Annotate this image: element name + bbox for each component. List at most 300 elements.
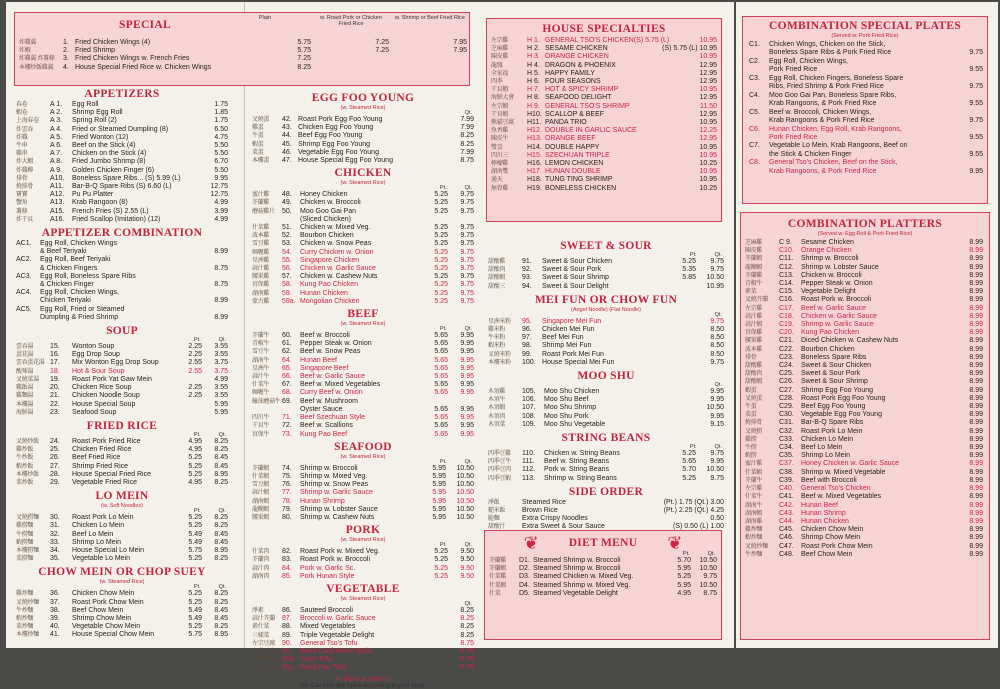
item-price: 8.99: [969, 304, 983, 312]
menu-item-row: [16, 623, 228, 631]
chinese-name: 左宗雞: [491, 38, 509, 44]
menu-item-row: [16, 150, 228, 158]
chinese-name: 蒜汁牛: [252, 374, 270, 381]
item-price: 10.50: [699, 565, 717, 573]
spice-note: We Can Alter the Spice According to your taste.: [299, 682, 427, 689]
section-title: MEI FUN OR CHOW FUN: [534, 293, 678, 306]
item-code: 55.: [282, 256, 292, 264]
menu-item-row: [16, 409, 228, 417]
item-code: H 3.: [527, 53, 540, 61]
menu-item-row: [489, 573, 717, 581]
menu-item-row: [745, 296, 983, 304]
item-code: 48.: [282, 191, 292, 199]
item-price: 1.85: [214, 109, 228, 117]
item-code: 39.: [50, 614, 60, 622]
item-code: 27.: [50, 462, 60, 470]
price-label: Qt.: [464, 600, 472, 607]
item-price: (Pt.) 1.75 (Qt.) 3.00: [663, 498, 724, 506]
item-code: 64.: [282, 356, 292, 364]
item-price: 8.45: [214, 530, 228, 538]
item-code: 111.: [522, 458, 535, 466]
item-name: GENERAL TSO'S CHICKEN(S) 5.75 (L): [545, 37, 670, 44]
chinese-name: 四季豆肉: [488, 467, 511, 474]
chinese-name: 四季: [491, 79, 503, 86]
item-price: 8.25: [214, 478, 228, 486]
item-name: [40, 289, 202, 305]
item-name-line: Egg Roll, Chicken Wings,: [769, 57, 848, 65]
price-label: Qt.: [464, 326, 472, 333]
section-title: PORK: [345, 524, 381, 537]
item-price: 9.75: [460, 248, 474, 256]
menu-item-row: [16, 531, 228, 539]
item-code: 98.: [522, 342, 532, 350]
item-price: 10.95: [699, 37, 717, 44]
chinese-name: 牛米粉: [488, 335, 506, 342]
item-code: C38.: [779, 468, 794, 476]
item-price: 10.95: [699, 168, 717, 176]
item-code: 75.: [282, 472, 292, 480]
menu-item-row: [489, 590, 717, 598]
chinese-name: 湖南肉: [252, 573, 270, 580]
house-item-row: [491, 185, 717, 193]
item-price: 5.65: [434, 389, 448, 397]
item-name-line: Egg Roll, Chicken Fingers, Boneless Spare: [769, 74, 904, 82]
menu-item-row: [489, 582, 717, 590]
item-code: C31.: [779, 419, 794, 427]
item-price: 7.25: [297, 55, 311, 63]
item-price: 12.95: [699, 61, 717, 69]
item-price: 5.25: [434, 297, 448, 305]
chinese-name: 叉燒炒麵: [16, 599, 39, 606]
item-price: 8.25: [214, 446, 228, 454]
chinese-name: 通天: [491, 177, 503, 184]
chinese-name: 叉燒芥蘭: [745, 297, 768, 304]
chinese-name: 熊貓豆腐: [491, 120, 514, 127]
menu-item-row: [252, 340, 474, 348]
item-name: [40, 256, 202, 272]
item-price: 8.99: [969, 517, 983, 525]
item-name: Shrimp w. Broccoli: [801, 255, 859, 263]
menu-item-row: [16, 208, 228, 216]
menu-item-row: [252, 406, 474, 414]
item-name: Curry Tofu: [300, 656, 333, 664]
menu-item-row: [252, 465, 474, 473]
item-name: Steamed Vegetable Delight: [533, 589, 618, 597]
menu-item-row: [745, 239, 983, 247]
price-label: Qt.: [464, 458, 472, 465]
item-name: Vegetable Delight: [801, 288, 856, 296]
item-code: C39.: [779, 476, 794, 484]
menu-item-row: [252, 506, 474, 514]
menu-item-row: [252, 273, 474, 281]
item-name: Shrimp Egg Roll: [72, 109, 123, 117]
menu-item-row: [16, 615, 228, 623]
item-name: HUNAN DOUBLE: [545, 168, 601, 176]
item-code: C28.: [779, 394, 794, 402]
chinese-name: 檸檬雞: [491, 161, 509, 168]
item-name: Vegetable Fried Rice: [72, 478, 137, 486]
menu-item-row: [745, 329, 983, 337]
item-name: Vegetable Egg Foo Young: [801, 411, 882, 419]
item-name: Chicken w. Garlic Sauce: [801, 312, 877, 320]
item-price: 8.25: [460, 615, 474, 623]
item-price: 5.95: [432, 472, 446, 480]
menu-item-row: [252, 431, 474, 439]
chinese-name: 什菜牛: [745, 494, 763, 501]
item-price: 5.25: [434, 199, 448, 207]
item-name: Beef with Broccoli: [801, 476, 857, 484]
chinese-name: 炸蝦: [19, 48, 31, 55]
item-price: 5.95: [432, 505, 446, 513]
item-name: Beef on the Stick (4): [72, 142, 136, 150]
combo-special-row: [749, 159, 983, 175]
item-price: 8.99: [969, 271, 983, 279]
item-code: C23.: [779, 353, 794, 361]
chinese-name: 菜炒飯: [16, 479, 34, 486]
item-name: Kung Pao Tofu: [300, 664, 346, 672]
item-price: 9.55: [969, 150, 983, 158]
chinese-name: 湖南雙: [491, 169, 509, 176]
menu-item-row: [252, 141, 474, 149]
item-price: 8.45: [214, 614, 228, 622]
item-price: 5.49: [188, 614, 202, 622]
item-name: Moo Shu Beef: [544, 396, 589, 404]
chinese-name: 牛蛋: [252, 133, 264, 140]
chinese-name: 蝦炒麵: [745, 535, 763, 542]
chinese-name: 湖南雞: [745, 518, 763, 525]
chinese-name: 雪豆雞: [252, 241, 270, 248]
chinese-name: 干貝牛: [252, 423, 270, 430]
item-name: Pepper Steak w. Onion: [801, 280, 873, 288]
menu-item-row: [488, 396, 724, 404]
house-item-row: [491, 176, 717, 184]
chinese-name: 蝦炒麵: [16, 615, 34, 622]
item-price: 10.95: [699, 151, 717, 159]
item-name: Hunan Chicken: [300, 289, 348, 297]
item-code: C13.: [779, 271, 794, 279]
menu-item-row: [252, 240, 474, 248]
menu-item-row: [745, 469, 983, 477]
menu-item-row: [745, 264, 983, 272]
chinese-name: 四季豆蝦: [488, 475, 511, 482]
item-name: Beef Mei Fun: [542, 334, 584, 342]
item-code: 78.: [282, 497, 292, 505]
house-item-row: [491, 127, 717, 135]
menu-item-row: [745, 428, 983, 436]
chinese-name: 咖喱雞: [252, 249, 270, 256]
item-name: Sweet & Sour Delight: [542, 282, 609, 290]
item-code: 106.: [522, 396, 536, 404]
item-price: 5.95: [214, 400, 228, 408]
item-price: 5.75: [188, 631, 202, 639]
house-item-row: [491, 135, 717, 143]
item-price: 8.25: [297, 63, 311, 71]
item-name: Hot & Sour Soup: [72, 367, 125, 375]
item-name: ORANGE CHICKEN: [545, 53, 609, 61]
item-code: C4.: [749, 91, 760, 99]
item-price: 10.50: [456, 464, 474, 472]
item-code: 74.: [282, 464, 292, 472]
menu-item-row: [16, 158, 228, 166]
item-code: 108.: [522, 412, 536, 420]
item-name-line: Moo Goo Gai Pan, Boneless Spare Ribs,: [769, 91, 897, 99]
item-price: 3.55: [214, 343, 228, 351]
item-code: 90.: [282, 639, 292, 647]
item-code: 32.: [50, 530, 60, 538]
item-name: Shrimp w. Snow Peas: [300, 481, 369, 489]
menu-item-row: [488, 404, 724, 412]
item-price: 4.95: [188, 478, 202, 486]
item-code: A 9.: [50, 166, 63, 174]
menu-item-row: [16, 183, 228, 191]
menu-item-row: [252, 398, 474, 406]
item-price: 9.95: [460, 422, 474, 430]
item-code: C44.: [779, 517, 794, 525]
item-price: 8.99: [969, 444, 983, 452]
item-code: H 1.: [527, 37, 540, 44]
item-code: 59.: [282, 289, 292, 297]
item-code: A11.: [50, 183, 64, 191]
combo-special-row: [749, 109, 983, 125]
item-price: 9.75: [460, 191, 474, 199]
chinese-name: 雞串: [16, 151, 28, 158]
section-title: VEGETABLE: [326, 582, 400, 595]
item-code: 91c.: [282, 664, 296, 672]
item-price: 5.49: [188, 530, 202, 538]
item-price: 5.75: [297, 39, 311, 46]
item-name: Chicken Fried Rice: [72, 446, 132, 454]
item-name: House Special Mei Fun: [542, 358, 615, 366]
menu-item-row: [745, 452, 983, 460]
item-price: 10.50: [456, 505, 474, 513]
chinese-name: 甜酸蝦: [745, 379, 763, 386]
item-code: H14.: [527, 143, 542, 151]
item-price: 3.55: [214, 392, 228, 400]
menu-item-row: [745, 255, 983, 263]
item-price: 2.25: [188, 384, 202, 392]
item-name: Mongolian Chicken: [300, 297, 360, 305]
item-name: Spring Roll (2): [72, 117, 117, 125]
item-price: 5.65: [434, 348, 448, 356]
item-name: Chicken Chow Mein: [72, 590, 135, 598]
item-code: 88.: [282, 623, 292, 631]
item-code: C27.: [779, 386, 794, 394]
chinese-name: 宮保雞: [252, 282, 270, 289]
chinese-name: 什菜: [489, 590, 501, 597]
menu-item-row: [16, 142, 228, 150]
menu-item-row: [252, 365, 474, 373]
item-price: 8.99: [214, 248, 228, 256]
item-price: 5.65: [434, 405, 448, 413]
item-code: A13.: [50, 199, 65, 207]
menu-item-row: [16, 199, 228, 207]
chinese-name: 芥蘭雞: [489, 558, 507, 564]
item-price: 9.75: [460, 289, 474, 297]
item-code: C25.: [779, 370, 794, 378]
menu-item-row: [488, 266, 724, 274]
menu-item-row: [16, 101, 228, 109]
item-name-line: Krab Rangoons, & Pork Fried Rice: [769, 167, 877, 175]
chinese-name: 排骨: [745, 354, 757, 361]
item-price: 5.65: [682, 458, 696, 466]
chinese-name: 宮保雞: [745, 330, 763, 337]
item-name: Curry Beef w. Onion: [300, 389, 363, 397]
menu-item-row: [252, 265, 474, 273]
menu-item-row: [16, 463, 228, 471]
chinese-name: 雞炒飯: [16, 447, 34, 454]
item-price: 5.65: [434, 422, 448, 430]
item-code: C2.: [749, 57, 760, 65]
chinese-name: 雙喜: [491, 144, 503, 151]
chinese-name: 寶寶: [16, 192, 28, 199]
menu-item-row: [489, 557, 717, 565]
item-code: C47.: [779, 542, 794, 550]
menu-item-row: [16, 479, 228, 487]
chinese-name: 蝦蛋: [252, 141, 264, 148]
chinese-name: 木須蝦: [488, 405, 506, 412]
item-price: 5.25: [434, 572, 448, 580]
special-row: [19, 39, 467, 47]
item-name: Shrimp Lo Mein: [72, 538, 122, 546]
item-price: 8.99: [969, 419, 983, 427]
item-price: 8.99: [969, 378, 983, 386]
item-name-line: Egg Roll, Chicken Wings: [40, 240, 118, 248]
item-price: 9.95: [710, 458, 724, 466]
item-price: 9.95: [214, 174, 228, 182]
item-price: 5.25: [188, 514, 202, 522]
item-price: 9.95: [460, 340, 474, 348]
item-code: 97.: [522, 334, 532, 342]
chinese-name: 湖南雞: [252, 290, 270, 297]
chinese-name: 酸辣湯: [16, 368, 34, 375]
price-label: Qt.: [464, 542, 472, 549]
item-name: House Special Fried Rice: [72, 470, 151, 478]
chinese-name: 菜蛋: [745, 412, 757, 419]
item-price: 5.65: [434, 364, 448, 372]
item-price: 4.75: [214, 133, 228, 141]
item-price: 3.55: [214, 384, 228, 392]
menu-item-row: [252, 664, 474, 672]
item-price: 9.75: [460, 207, 474, 215]
item-code: 91.: [282, 647, 292, 655]
chinese-name: 陳皮雞: [745, 248, 763, 255]
item-name: Shrimp w. String Beans: [544, 474, 617, 482]
item-code: H 7.: [527, 86, 540, 94]
item-price: 0.50: [710, 515, 724, 523]
chinese-name: 本樓湯: [16, 401, 34, 408]
item-code: C7.: [749, 142, 760, 150]
item-price: 5.25: [188, 555, 202, 563]
menu-item-row: [252, 481, 474, 489]
item-name: Sweet & Sour Pork: [542, 266, 602, 274]
item-code: C11.: [779, 255, 794, 263]
menu-item-row: [745, 247, 983, 255]
item-code: 94.: [522, 282, 532, 290]
item-name: Orange Chicken: [801, 247, 852, 255]
item-name: Chicken w. Mixed Veg.: [300, 224, 371, 232]
item-name: DOUBLE IN GARLIC SAUCE: [545, 127, 637, 135]
item-name-line: & Beef Teriyaki: [40, 248, 87, 256]
item-price: 10.50: [699, 557, 717, 564]
item-name: Diced Chicken w. Cashew Nuts: [801, 337, 899, 345]
item-price: 9.95: [460, 373, 474, 381]
menu-item-row: [16, 359, 228, 367]
item-code: C21.: [779, 337, 794, 345]
chinese-name: 蜜汁雞: [745, 461, 763, 468]
item-name: ORANGE BEEF: [545, 135, 596, 143]
item-code: C37.: [779, 460, 794, 468]
item-name: [769, 41, 959, 57]
diet-pt-label: Pt.: [682, 551, 690, 557]
item-price: 9.95: [460, 332, 474, 340]
chinese-name: 蒜汁雞: [252, 266, 270, 273]
menu-item-row: [488, 283, 724, 291]
item-code: C32.: [779, 427, 794, 435]
item-price: 5.75: [188, 546, 202, 554]
csp-title: COMBINATION SPECIAL PLATES: [768, 20, 962, 32]
chinese-name: 雞炒麵: [745, 527, 763, 534]
item-name: Chicken Mei Fun: [542, 326, 595, 334]
item-code: 85.: [282, 572, 292, 580]
chinese-name: 蒙古雞: [252, 298, 270, 305]
menu-item-row: [745, 477, 983, 485]
menu-item-row: [488, 274, 724, 282]
section-title: LO MEIN: [95, 490, 149, 503]
item-price: 5.25: [188, 590, 202, 598]
menu-item-row: [745, 272, 983, 280]
item-name: Roast Pork w. Broccoli: [300, 556, 371, 564]
item-name: Beef Szechuan Style: [300, 414, 365, 422]
house-item-row: [491, 62, 717, 70]
item-price: 12.95: [699, 135, 717, 143]
item-name: DOUBLE HAPPY: [545, 143, 600, 151]
item-name: Shrimp w. Lobster Sauce: [801, 263, 879, 271]
item-code: 76.: [282, 481, 292, 489]
chinese-name: 湖南蝦: [252, 498, 270, 505]
item-name: Pork w. String Beans: [544, 466, 609, 474]
item-price: 8.25: [460, 140, 474, 148]
item-name: Roast Pork Egg Foo Young: [298, 116, 383, 123]
chinese-name: 宮保牛: [252, 431, 270, 438]
item-price: 9.55: [969, 99, 983, 107]
item-name: House Special Chow Mein: [72, 631, 155, 639]
chinese-name: 星洲米粉: [488, 318, 511, 325]
chinese-name: 木須肉: [488, 413, 506, 420]
chinese-name: 蒜汁肉: [252, 565, 270, 572]
item-price: 5.25: [434, 224, 448, 232]
house-item-row: [491, 111, 717, 119]
item-name: Pu Pu Platter: [72, 191, 114, 199]
item-name: Beef Chow Mein: [801, 550, 853, 558]
item-price: 5.65: [434, 340, 448, 348]
chinese-name: 芥蘭蝦: [489, 566, 507, 573]
item-code: A16.: [50, 215, 65, 223]
item-price: 8.99: [969, 476, 983, 484]
menu-item-row: [16, 454, 228, 462]
item-price: 12.25: [699, 127, 717, 135]
item-name: Shrimp w. Cashew Nuts: [300, 513, 375, 521]
item-name: HAPPY FAMILY: [545, 69, 595, 77]
combo-platters-box: [740, 212, 990, 640]
chinese-name: 燒排骨: [16, 184, 34, 191]
menu-item-row: [16, 599, 228, 607]
chinese-name: 炸雞柳: [16, 167, 34, 174]
item-name: Steamed Rice: [522, 498, 566, 506]
item-code: C1.: [749, 41, 760, 48]
section-subtitle: (w. Soft Noodles): [101, 503, 143, 510]
item-price: 5.25: [188, 462, 202, 470]
item-name: Beef w. String Beans: [544, 458, 609, 466]
